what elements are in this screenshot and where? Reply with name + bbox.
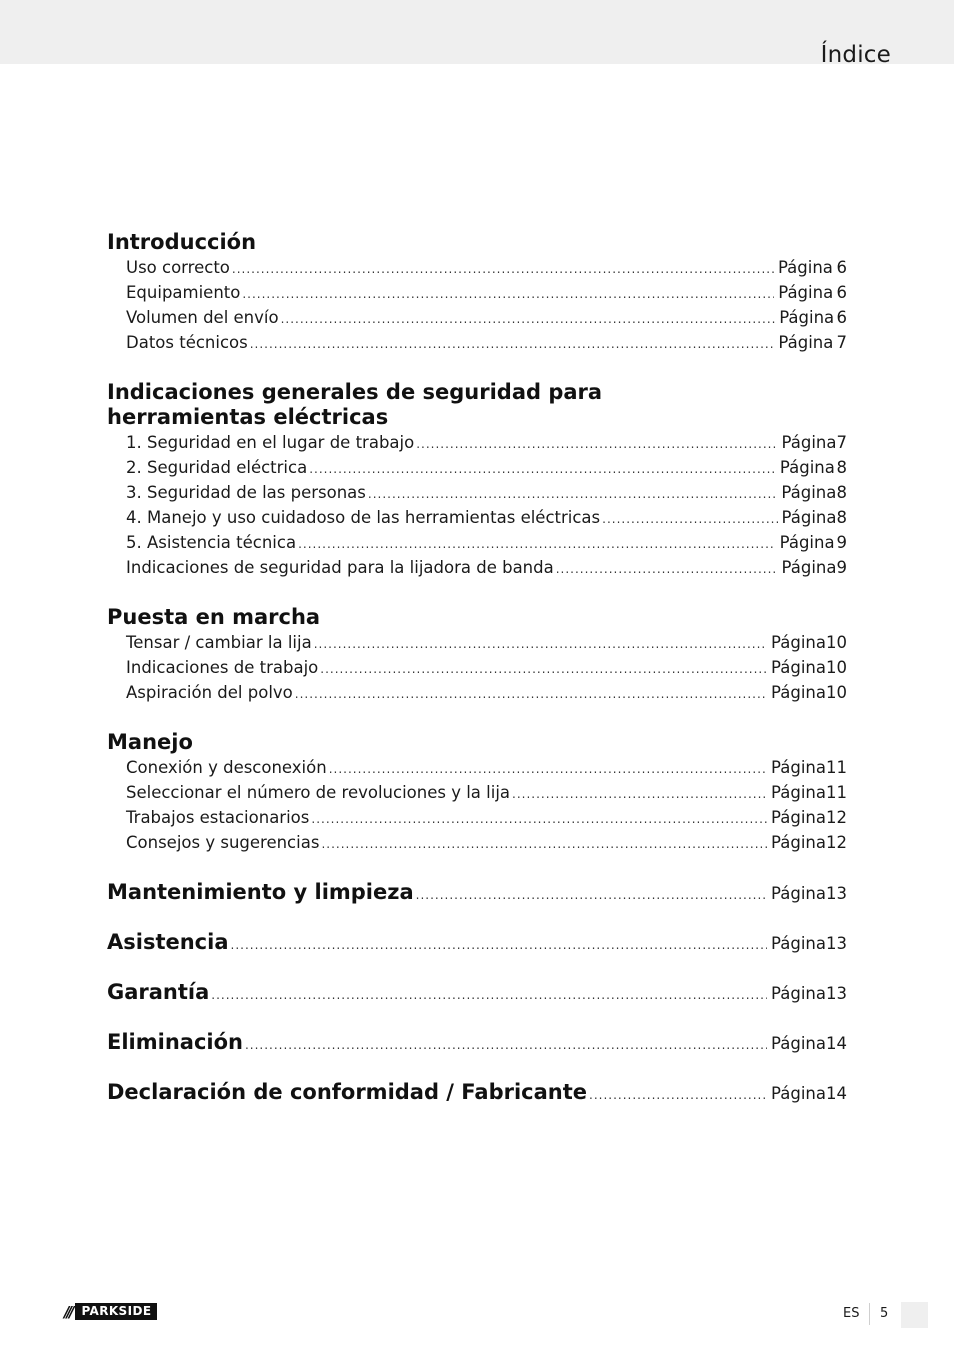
page-number: 10 xyxy=(826,658,847,677)
dot-leader xyxy=(589,1083,767,1108)
entry-title: Indicaciones de seguridad para la lijadora de banda xyxy=(126,558,554,577)
page-number: 10 xyxy=(826,633,847,652)
dot-leader xyxy=(311,807,767,832)
dot-leader xyxy=(298,532,776,557)
page-number: 9 xyxy=(836,558,847,577)
toc-section-introduccion xyxy=(107,230,847,355)
entry-title: Uso correcto xyxy=(126,258,230,277)
section-heading: Garantía xyxy=(107,980,210,1004)
toc-entry[interactable] xyxy=(107,530,847,555)
entry-title: Seleccionar el número de revoluciones y la lija xyxy=(126,783,511,802)
table-of-contents xyxy=(107,230,847,1130)
dot-leader xyxy=(242,282,774,307)
dot-leader xyxy=(321,832,767,857)
section-heading: Eliminación xyxy=(107,1030,243,1054)
dot-leader xyxy=(314,632,767,657)
dot-leader xyxy=(295,682,767,707)
section-heading-line: herramientas eléctricas xyxy=(107,405,389,429)
toc-heading-entry[interactable] xyxy=(107,980,847,1030)
page-label: Página xyxy=(771,934,826,953)
page-number: 7 xyxy=(836,333,847,352)
dot-leader xyxy=(281,307,776,332)
dot-leader xyxy=(368,482,778,507)
page-label: Página xyxy=(771,1034,826,1053)
page-number: 13 xyxy=(826,934,847,953)
page-label: Página xyxy=(771,658,826,677)
page-label: Página xyxy=(771,683,826,702)
toc-section-seguridad xyxy=(107,380,847,580)
page-label: Página xyxy=(778,333,834,352)
dot-leader xyxy=(250,332,775,357)
toc-section-puesta-en-marcha xyxy=(107,605,847,705)
dot-leader xyxy=(602,507,777,532)
dot-leader xyxy=(512,782,767,807)
page-number: 11 xyxy=(826,758,847,777)
entry-title: Indicaciones de trabajo xyxy=(126,658,319,677)
page-number: 7 xyxy=(836,433,847,452)
logo-text: PARKSIDE xyxy=(75,1303,157,1320)
page-label: Página xyxy=(781,508,837,527)
page-label: Página xyxy=(771,808,826,827)
section-heading-line: Indicaciones generales de seguridad para xyxy=(107,380,603,404)
entry-title: Tensar / cambiar la lija xyxy=(126,633,312,652)
page-label: Página xyxy=(781,433,837,452)
entry-title: Trabajos estacionarios xyxy=(126,808,310,827)
toc-heading-entry[interactable] xyxy=(107,1080,847,1130)
page-number: 12 xyxy=(826,833,847,852)
toc-entry[interactable] xyxy=(107,480,847,505)
page-label: Página xyxy=(777,258,833,277)
page-label: Página xyxy=(781,483,837,502)
page-label: Página xyxy=(781,558,837,577)
page-label: Página xyxy=(771,783,826,802)
section-heading: Asistencia xyxy=(107,930,229,954)
dot-leader xyxy=(556,557,778,582)
section-heading xyxy=(107,380,847,430)
toc-entry[interactable] xyxy=(107,430,847,455)
dot-leader xyxy=(232,257,774,282)
toc-entry[interactable] xyxy=(107,255,847,280)
page-label: Página xyxy=(778,283,834,302)
dot-leader xyxy=(416,883,767,908)
page-number: 12 xyxy=(826,808,847,827)
dot-leader xyxy=(231,933,768,958)
page-number: 8 xyxy=(836,483,847,502)
toc-entry[interactable] xyxy=(107,280,847,305)
page-label: Página xyxy=(771,833,826,852)
page-number: 9 xyxy=(836,533,847,552)
page-label: Página xyxy=(771,984,826,1003)
dot-leader xyxy=(245,1033,767,1058)
toc-heading-entry[interactable] xyxy=(107,1030,847,1080)
section-heading: Declaración de conformidad / Fabricante xyxy=(107,1080,588,1104)
footer-page-number: 5 xyxy=(880,1306,889,1321)
entry-title: Aspiración del polvo xyxy=(126,683,293,702)
header-band xyxy=(0,0,954,64)
entry-title: Volumen del envío xyxy=(126,308,279,327)
toc-section-manejo xyxy=(107,730,847,855)
entry-title: 2. Seguridad eléctrica xyxy=(126,458,308,477)
page-label: Página xyxy=(779,458,835,477)
toc-heading-entry[interactable] xyxy=(107,880,847,930)
footer-language: ES xyxy=(843,1306,860,1321)
entry-title: 4. Manejo y uso cuidadoso de las herramientas eléctricas xyxy=(126,508,601,527)
section-heading: Mantenimiento y limpieza xyxy=(107,880,414,904)
page-number: 6 xyxy=(836,308,847,327)
page-label: Página xyxy=(771,884,826,903)
page-title: Índice xyxy=(820,42,891,69)
entry-title: 5. Asistencia técnica xyxy=(126,533,297,552)
page-number: 13 xyxy=(826,984,847,1003)
page-label: Página xyxy=(779,308,835,327)
footer-divider xyxy=(869,1303,870,1325)
toc-entry[interactable] xyxy=(107,330,847,355)
page-number: 6 xyxy=(836,283,847,302)
page-number: 10 xyxy=(826,683,847,702)
toc-entry[interactable] xyxy=(107,680,847,705)
page-number: 8 xyxy=(836,458,847,477)
toc-heading-entry[interactable] xyxy=(107,930,847,980)
page-number: 14 xyxy=(826,1084,847,1103)
page-number: 8 xyxy=(836,508,847,527)
page-number: 11 xyxy=(826,783,847,802)
toc-entry[interactable] xyxy=(107,805,847,830)
entry-title: Conexión y desconexión xyxy=(126,758,327,777)
section-heading: Introducción xyxy=(107,230,257,254)
toc-entry[interactable] xyxy=(107,755,847,780)
toc-entry[interactable] xyxy=(107,830,847,855)
parkside-logo xyxy=(64,1303,157,1320)
toc-entry[interactable] xyxy=(107,655,847,680)
toc-entry[interactable] xyxy=(107,555,847,580)
toc-entry[interactable] xyxy=(107,305,847,330)
logo-slashes-icon: /// xyxy=(64,1302,72,1321)
entry-title: 3. Seguridad de las personas xyxy=(126,483,366,502)
page-label: Página xyxy=(771,633,826,652)
toc-entry[interactable] xyxy=(107,455,847,480)
section-heading: Manejo xyxy=(107,730,193,754)
page-label: Página xyxy=(771,758,826,777)
dot-leader xyxy=(309,457,776,482)
page-number: 14 xyxy=(826,1034,847,1053)
dot-leader xyxy=(211,983,767,1008)
page-number: 6 xyxy=(836,258,847,277)
entry-title: Datos técnicos xyxy=(126,333,248,352)
entry-title: Equipamiento xyxy=(126,283,241,302)
toc-entry[interactable] xyxy=(107,780,847,805)
page-number: 13 xyxy=(826,884,847,903)
page-label: Página xyxy=(779,533,835,552)
toc-entry[interactable] xyxy=(107,505,847,530)
page-label: Página xyxy=(771,1084,826,1103)
section-heading: Puesta en marcha xyxy=(107,605,321,629)
dot-leader xyxy=(416,432,777,457)
dot-leader xyxy=(329,757,767,782)
footer-tab-box xyxy=(901,1302,928,1328)
toc-entry[interactable] xyxy=(107,630,847,655)
dot-leader xyxy=(320,657,767,682)
entry-title: Consejos y sugerencias xyxy=(126,833,320,852)
entry-title: 1. Seguridad en el lugar de trabajo xyxy=(126,433,415,452)
